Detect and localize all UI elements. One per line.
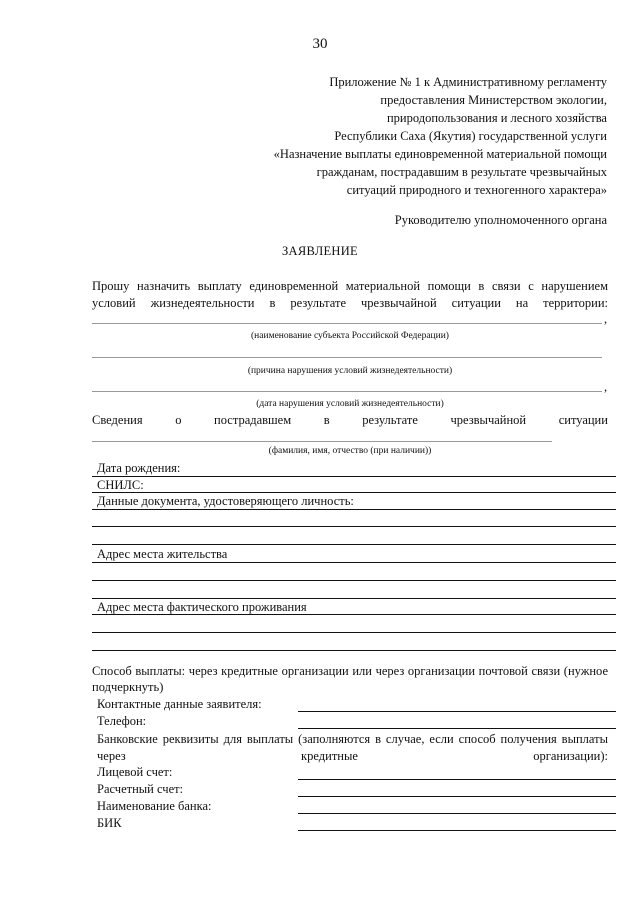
snils-label: СНИЛС: <box>97 478 144 492</box>
victim-info-word: чрезвычайной <box>450 413 527 427</box>
residence-line[interactable] <box>92 562 616 563</box>
contact-data-label: Контактные данные заявителя: <box>97 697 262 711</box>
phone-label: Телефон: <box>97 714 147 728</box>
addressee: Руководителю уполномоченного органа <box>394 213 607 227</box>
date-comma: , <box>604 380 608 394</box>
victim-info-word: результате <box>362 413 418 427</box>
personal-account-label: Лицевой счет: <box>97 765 173 779</box>
actual-residence-label: Адрес места фактического проживания <box>97 600 307 614</box>
settlement-account-line[interactable] <box>298 796 616 797</box>
header-line: Приложение № 1 к Административному регламенту <box>329 75 607 89</box>
bank-name-line[interactable] <box>298 813 616 814</box>
identity-doc-line[interactable] <box>92 509 616 510</box>
fio-caption: (фамилия, имя, отчество (при наличии)) <box>268 446 432 456</box>
bik-line[interactable] <box>298 830 616 831</box>
date-caption: (дата нарушения условий жизнедеятельности) <box>256 399 444 409</box>
personal-account-line[interactable] <box>298 779 616 780</box>
reason-line[interactable] <box>92 357 602 358</box>
victim-info-word: о <box>175 413 182 427</box>
header-line: природопользования и лесного хозяйства <box>386 111 607 125</box>
date-line[interactable] <box>92 391 602 392</box>
residence-label: Адрес места жительства <box>97 547 228 561</box>
header-line: предоставления Министерством экологии, <box>380 93 607 107</box>
bank-note-paragraph: Банковские реквизиты для выплаты (заполняются в случае, если способ получения выплаты через кредитные организации): <box>97 732 608 763</box>
victim-info-word: Сведения <box>92 413 143 427</box>
victim-info-word: в <box>323 413 330 427</box>
actual-residence-line-3[interactable] <box>92 650 616 651</box>
fio-line[interactable] <box>92 441 552 442</box>
bik-label: БИК <box>97 816 122 830</box>
subject-caption: (наименование субъекта Российской Федерации) <box>251 331 449 341</box>
residence-line-2[interactable] <box>92 580 616 581</box>
subject-line[interactable] <box>92 323 602 324</box>
document-title: ЗАЯВЛЕНИЕ <box>282 244 358 258</box>
bank-name-label: Наименование банка: <box>97 799 212 813</box>
subject-comma: , <box>604 312 608 326</box>
header-line: гражданам, пострадавшим в результате чрезвычайных <box>316 165 607 179</box>
header-line: Республики Саха (Якутия) государственной услуги <box>334 129 607 143</box>
birth-date-label: Дата рождения: <box>97 461 181 475</box>
victim-info-heading <box>92 413 608 428</box>
residence-line-3[interactable] <box>92 598 616 599</box>
victim-info-word: ситуации <box>558 413 608 427</box>
phone-line[interactable] <box>298 728 616 729</box>
identity-doc-line-3[interactable] <box>92 544 616 545</box>
payment-method-paragraph: Способ выплаты: через кредитные организации или через организации почтовой связи (нужное подчеркнуть) <box>92 664 608 694</box>
victim-info-word: пострадавшем <box>214 413 292 427</box>
header-line: «Назначение выплаты единовременной материальной помощи <box>273 147 607 161</box>
header-line: ситуаций природного и техногенного характера» <box>346 183 607 197</box>
snils-line[interactable] <box>92 492 616 493</box>
appendix-header <box>274 73 607 199</box>
settlement-account-label: Расчетный счет: <box>97 782 184 796</box>
identity-doc-line-2[interactable] <box>92 526 616 527</box>
birth-date-line[interactable] <box>92 476 616 477</box>
actual-residence-line[interactable] <box>92 614 616 615</box>
actual-residence-line-2[interactable] <box>92 632 616 633</box>
page-number: 30 <box>312 36 328 52</box>
identity-doc-label: Данные документа, удостоверяющего личность: <box>97 494 354 508</box>
intro-paragraph: Прошу назначить выплату единовременной материальной помощи в связи с нарушением условий жизнедеятельности в результате чрезвычайной ситуации на территории: <box>92 279 608 310</box>
contact-data-line[interactable] <box>298 711 616 712</box>
reason-caption: (причина нарушения условий жизнедеятельности) <box>247 366 453 376</box>
